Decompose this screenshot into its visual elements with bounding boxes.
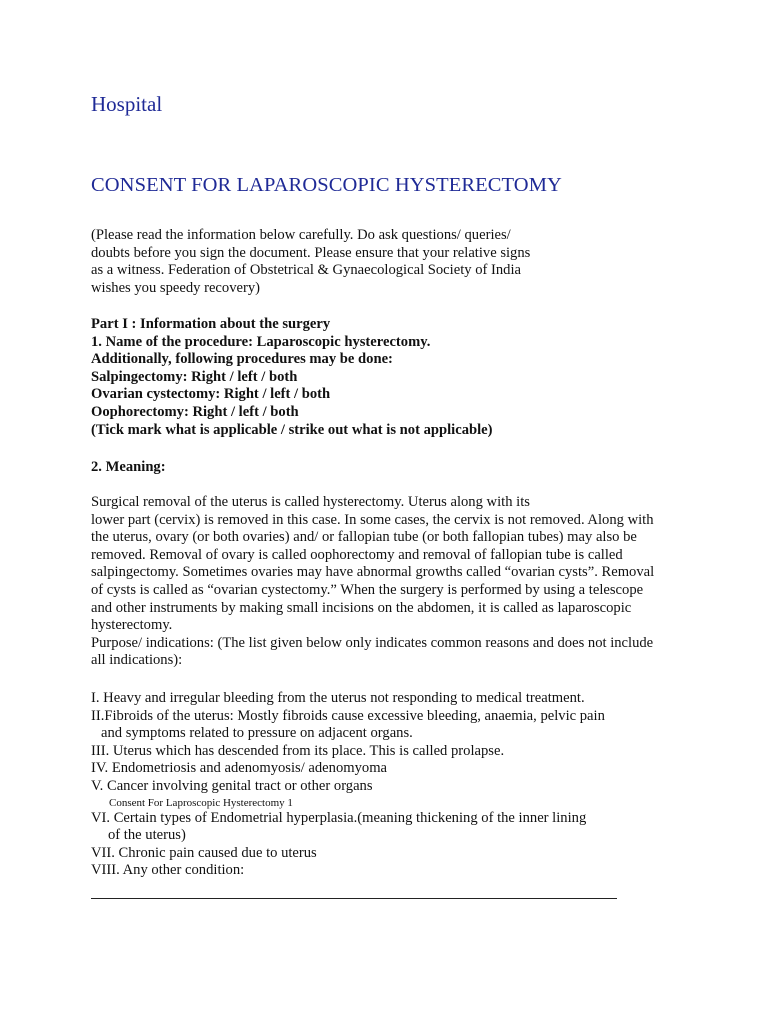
indication-item: I. Heavy and irregular bleeding from the uterus not responding to medical treatment. (91, 690, 585, 706)
blank-fill-line (91, 898, 617, 899)
meaning-line: all indications): (91, 652, 183, 669)
meaning-line: Purpose/ indications: (The list given below only indicates common reasons and does not include (91, 634, 654, 651)
meaning-line: hysterectomy. (91, 617, 173, 634)
procedure-name: 1. Name of the procedure: Laparoscopic hysterectomy. (91, 333, 431, 350)
document-title: CONSENT FOR LAPAROSCOPIC HYSTERECTOMY (91, 174, 562, 196)
indication-item-continuation: of the uterus) (108, 827, 186, 844)
intro-paragraph (91, 227, 530, 297)
indication-item: III. Uterus which has descended from its place. This is called prolapse. (91, 742, 505, 759)
page-footer: Consent For Laproscopic Hysterectomy 1 (109, 796, 293, 809)
indications-list (91, 690, 605, 880)
intro-line: as a witness. Federation of Obstetrical & Gynaecological Society of India (91, 262, 521, 279)
oophorectomy-option: Oophorectomy: Right / left / both (91, 403, 299, 420)
intro-line: wishes you speedy recovery) (91, 279, 260, 296)
meaning-line: the uterus, ovary (or both ovaries) and/ or fallopian tube (or both fallopian tubes) may also be (91, 529, 637, 546)
meaning-line: and other instruments by making small incisions on the abdomen, it is called as laparoscopic (91, 599, 632, 616)
meaning-line: salpingectomy. Sometimes ovaries may have abnormal growths called “ovarian cysts”. Removal (91, 564, 655, 581)
intro-line: (Please read the information below carefully. Do ask questions/ queries/ (91, 227, 511, 243)
tick-instruction: (Tick mark what is applicable / strike out what is not applicable) (91, 421, 493, 438)
indication-item: VII. Chronic pain caused due to uterus (91, 844, 317, 861)
meaning-line: of cysts is called as “ovarian cystectomy.” When the surgery is performed by using a telescope (91, 581, 644, 598)
hospital-heading: Hospital (91, 92, 163, 116)
additional-procedures-label: Additionally, following procedures may be done: (91, 351, 393, 368)
indication-item: IV. Endometriosis and adenomyosis/ adenomyoma (91, 760, 388, 777)
salpingectomy-option: Salpingectomy: Right / left / both (91, 368, 298, 385)
meaning-paragraph (91, 494, 654, 670)
meaning-line: lower part (cervix) is removed in this case. In some cases, the cervix is not removed. Along with (91, 511, 654, 528)
meaning-heading: 2. Meaning: (91, 459, 166, 475)
meaning-line: Surgical removal of the uterus is called hysterectomy. Uterus along with its (91, 494, 530, 510)
indication-item: VI. Certain types of Endometrial hyperplasia.(meaning thickening of the inner lining (91, 809, 587, 826)
indication-item: II.Fibroids of the uterus: Mostly fibroids cause excessive bleeding, anaemia, pelvic pain (91, 707, 605, 724)
indication-item-continuation: and symptoms related to pressure on adjacent organs. (101, 725, 413, 742)
part1-heading: Part I : Information about the surgery (91, 316, 331, 332)
indication-item: VIII. Any other condition: (91, 862, 245, 879)
indication-item: V. Cancer involving genital tract or other organs (91, 777, 373, 794)
ovarian-cystectomy-option: Ovarian cystectomy: Right / left / both (91, 386, 331, 403)
meaning-line: removed. Removal of ovary is called oophorectomy and removal of fallopian tube is called (91, 546, 623, 563)
part1-section (91, 316, 493, 439)
intro-line: doubts before you sign the document. Please ensure that your relative signs (91, 244, 531, 261)
